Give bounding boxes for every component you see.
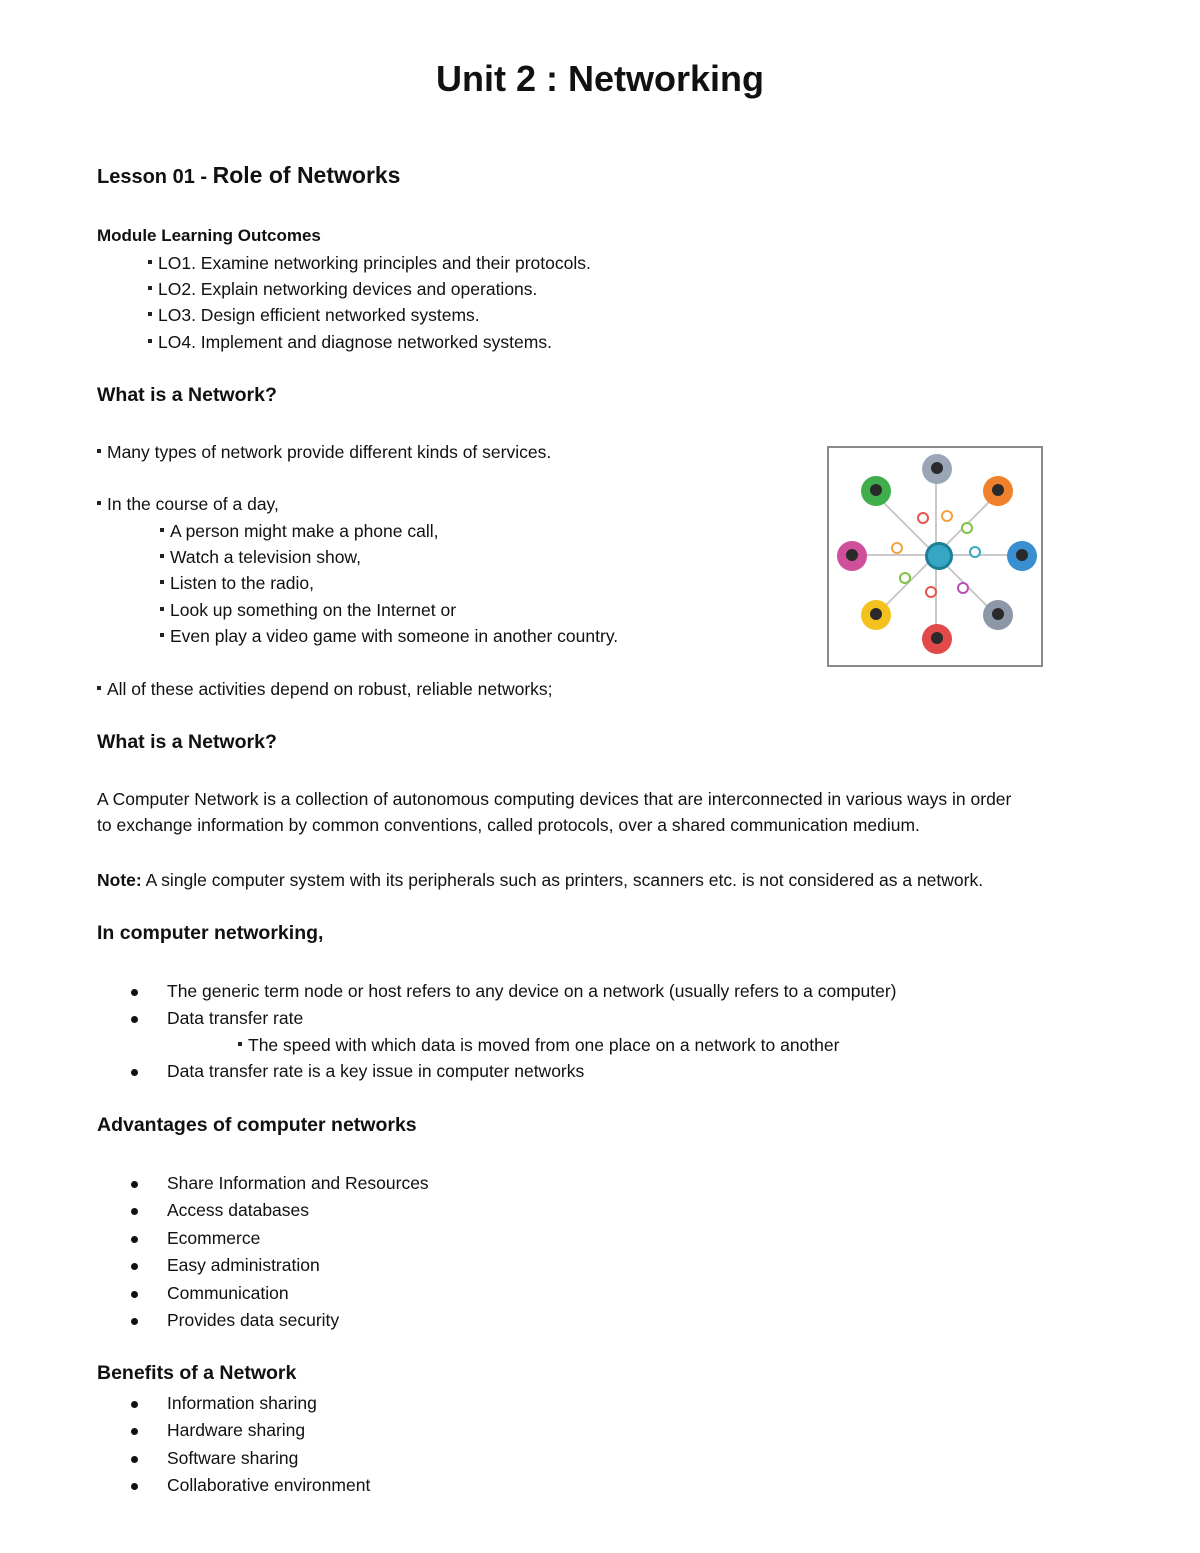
network-paragraph: Many types of network provide different kinds of services. <box>97 442 551 463</box>
page-title: Unit 2 : Networking <box>435 58 764 99</box>
network-illustration <box>827 446 1043 667</box>
list-item: Information sharing <box>167 1393 317 1413</box>
person-icon <box>837 541 867 571</box>
network-sub-item: Even play a video game with someone in another country. <box>160 626 618 647</box>
list-item: Data transfer rate <box>167 1008 304 1028</box>
list-item: Data transfer rate is a key issue in computer networks <box>167 1061 585 1081</box>
network-paragraph: In the course of a day, <box>97 494 279 515</box>
section-heading-benefits: Benefits of a Network <box>97 1362 297 1384</box>
person-icon <box>983 600 1013 630</box>
section-heading-computer-networking: In computer networking, <box>97 922 324 944</box>
list-item: Easy administration <box>167 1255 320 1275</box>
network-paragraph: All of these activities depend on robust, reliable networks; <box>97 679 553 700</box>
person-icon <box>861 600 891 630</box>
network-sub-item: Listen to the radio, <box>160 573 314 594</box>
list-item: Share Information and Resources <box>167 1173 429 1193</box>
network-sub-item: Watch a television show, <box>160 547 361 568</box>
list-item: Provides data security <box>167 1310 340 1330</box>
section-heading-what-is-network-1: What is a Network? <box>97 384 277 406</box>
person-icon <box>922 624 952 654</box>
person-icon <box>983 476 1013 506</box>
outcome-item: LO3. Design efficient networked systems. <box>148 305 480 326</box>
computer-hub-icon <box>925 542 953 570</box>
list-item: The generic term node or host refers to any device on a network (usually refers to a computer) <box>167 981 897 1001</box>
outcome-item: LO1. Examine networking principles and their protocols. <box>148 253 591 274</box>
lesson-heading <box>97 162 400 189</box>
network-sub-item: A person might make a phone call, <box>160 521 439 542</box>
section-heading-advantages: Advantages of computer networks <box>97 1114 417 1136</box>
outcome-item: LO4. Implement and diagnose networked systems. <box>148 332 552 353</box>
note-label: Note: <box>97 870 142 890</box>
outcome-item: LO2. Explain networking devices and operations. <box>148 279 537 300</box>
note-paragraph: Note: A single computer system with its peripherals such as printers, scanners etc. is not considered as a network. <box>97 870 984 890</box>
list-sub-item: The speed with which data is moved from one place on a network to another <box>238 1035 839 1056</box>
list-item: Software sharing <box>167 1448 299 1468</box>
lesson-prefix: Lesson 01 - <box>97 166 213 188</box>
list-item: Communication <box>167 1283 289 1303</box>
list-item: Access databases <box>167 1200 310 1220</box>
lesson-name: Role of Networks <box>212 162 401 188</box>
list-item: Ecommerce <box>167 1228 261 1248</box>
list-item: Collaborative environment <box>167 1475 371 1495</box>
section-heading-what-is-network-2: What is a Network? <box>97 731 277 753</box>
person-icon <box>1007 541 1037 571</box>
definition-line: to exchange information by common conventions, called protocols, over a shared communication medium. <box>97 815 920 835</box>
person-icon <box>922 454 952 484</box>
list-item: Hardware sharing <box>167 1420 306 1440</box>
definition-line: A Computer Network is a collection of autonomous computing devices that are interconnected in various ways in order <box>97 789 1012 809</box>
person-icon <box>861 476 891 506</box>
outcomes-heading: Module Learning Outcomes <box>97 226 321 245</box>
network-sub-item: Look up something on the Internet or <box>160 600 456 621</box>
